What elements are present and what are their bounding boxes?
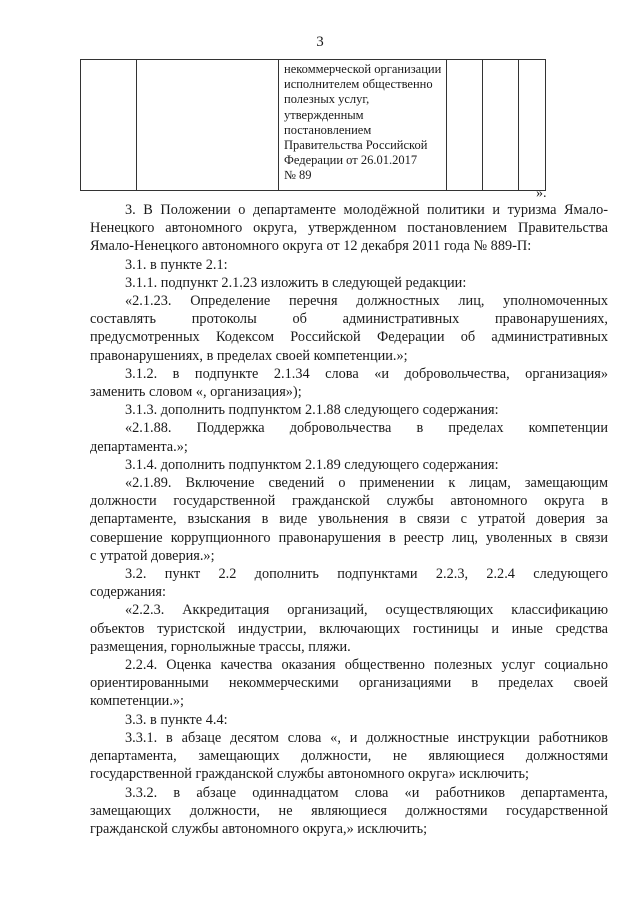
document-body [90,201,608,838]
text-line: «2.1.23. Определение перечня должностных лиц, уполномоченных [125,293,608,310]
table-cell-empty [137,60,279,191]
text-line: Ямало-Ненецкого автономного округа от 12 декабря 2011 года № 889-П: [90,238,532,255]
table-cell-empty [81,60,137,191]
text-line: 3.1.2. в подпункте 2.1.34 слова «и добровольчества, организация» [125,365,608,382]
closing-quote: ». [536,186,547,201]
text-line: «2.2.3. Аккредитация организаций, осуществляющих классификацию [125,602,608,619]
paragraph [90,292,608,365]
text-line: департамента.»; [90,438,188,455]
paragraph [90,729,608,784]
text-line: 3. В Положении о департаменте молодёжной политики и туризма Ямало- [125,202,608,218]
text-line: департаменте, взыскания в виде увольнения в связи с утратой доверия за [90,511,608,528]
text-line: 3.3.2. в абзаце одиннадцатом слова «и работников департамента, [125,784,608,801]
table-cell-empty [483,60,519,191]
text-line: «2.1.88. Поддержка добровольчества в пределах компетенции [125,420,608,437]
text-line: замещающих должности, не являющиеся должностями государственной [90,802,608,819]
text-line: гражданской службы автономного округа,» исключить; [90,820,428,837]
text-line: размещения, горнолыжные трассы, пляжи. [90,638,351,655]
paragraph [90,565,608,601]
paragraph [90,274,608,292]
table-cell-line: некоммерческой организации [284,62,442,76]
table-cell-empty [447,60,483,191]
paragraph [90,201,608,256]
text-line: правонарушениях, в пределах своей компетенции.»; [90,347,408,364]
text-line: содержания: [90,584,166,601]
table-cell-empty [519,60,546,191]
text-line: компетенции.»; [90,693,185,710]
text-line: 3.1.1. подпункт 2.1.23 изложить в следующей редакции: [125,274,467,291]
text-line: 3.1.4. дополнить подпунктом 2.1.89 следующего содержания: [125,456,499,473]
continuation-table [80,59,546,191]
text-line: государственной гражданской службы автономного округа» исключить; [90,766,529,783]
text-line: «2.1.89. Включение сведений о применении к лицам, замещающим [125,475,608,492]
text-line: ориентированными некоммерческими организациями в пределах своей [90,675,608,692]
paragraph [90,401,608,419]
paragraph [90,784,608,839]
table-cell-text [279,60,447,191]
text-line: Ненецкого автономного округа, утвержденном постановлением Правительства [90,220,608,237]
table-cell-line: Правительства Российской [284,138,428,153]
paragraph [90,456,608,474]
text-line: 2.2.4. Оценка качества оказания общественно полезных услуг социально [125,657,608,674]
text-line: 3.2. пункт 2.2 дополнить подпунктами 2.2.3, 2.2.4 следующего [125,566,608,583]
text-line: департамента, замещающих должности, не являющиеся должностями [90,748,608,765]
paragraph [90,601,608,656]
table-cell-line: № 89 [284,168,312,183]
paragraph [90,365,608,401]
text-line: 3.3.1. в абзаце десятом слова «, и должностные инструкции работников [125,729,608,746]
table-cell-line: Федерации от 26.01.2017 [284,153,418,168]
text-line: 3.1.3. дополнить подпунктом 2.1.88 следующего содержания: [125,402,499,419]
text-line: 3.3. в пункте 4.4: [125,711,228,728]
text-line: с утратой доверия.»; [90,547,215,564]
paragraph [90,711,608,729]
table-cell-line: утвержденным [284,107,364,122]
text-line: объектов туристской индустрии, включающих гостиницы и иные средства [90,620,608,637]
page-number: 3 [316,34,324,50]
table-cell-line: постановлением [284,122,372,137]
paragraph [90,656,608,711]
table-row [81,60,546,191]
table-cell-line: полезных услуг, [284,92,370,107]
table-cell-line: исполнителем общественно [284,77,433,92]
text-line: предусмотренных Кодексом Российской Федерации об административных [90,329,608,346]
text-line: должности государственной гражданской службы автономного округа в [90,493,608,510]
paragraph [90,256,608,274]
text-line: составлять протоколы об административных правонарушениях, [90,311,608,328]
text-line: 3.1. в пункте 2.1: [125,256,228,273]
paragraph [90,419,608,455]
paragraph [90,474,608,565]
text-line: совершение коррупционного правонарушения в реестр лиц, уволенных в связи [90,529,608,546]
text-line: заменить словом «, организация»); [90,384,302,401]
